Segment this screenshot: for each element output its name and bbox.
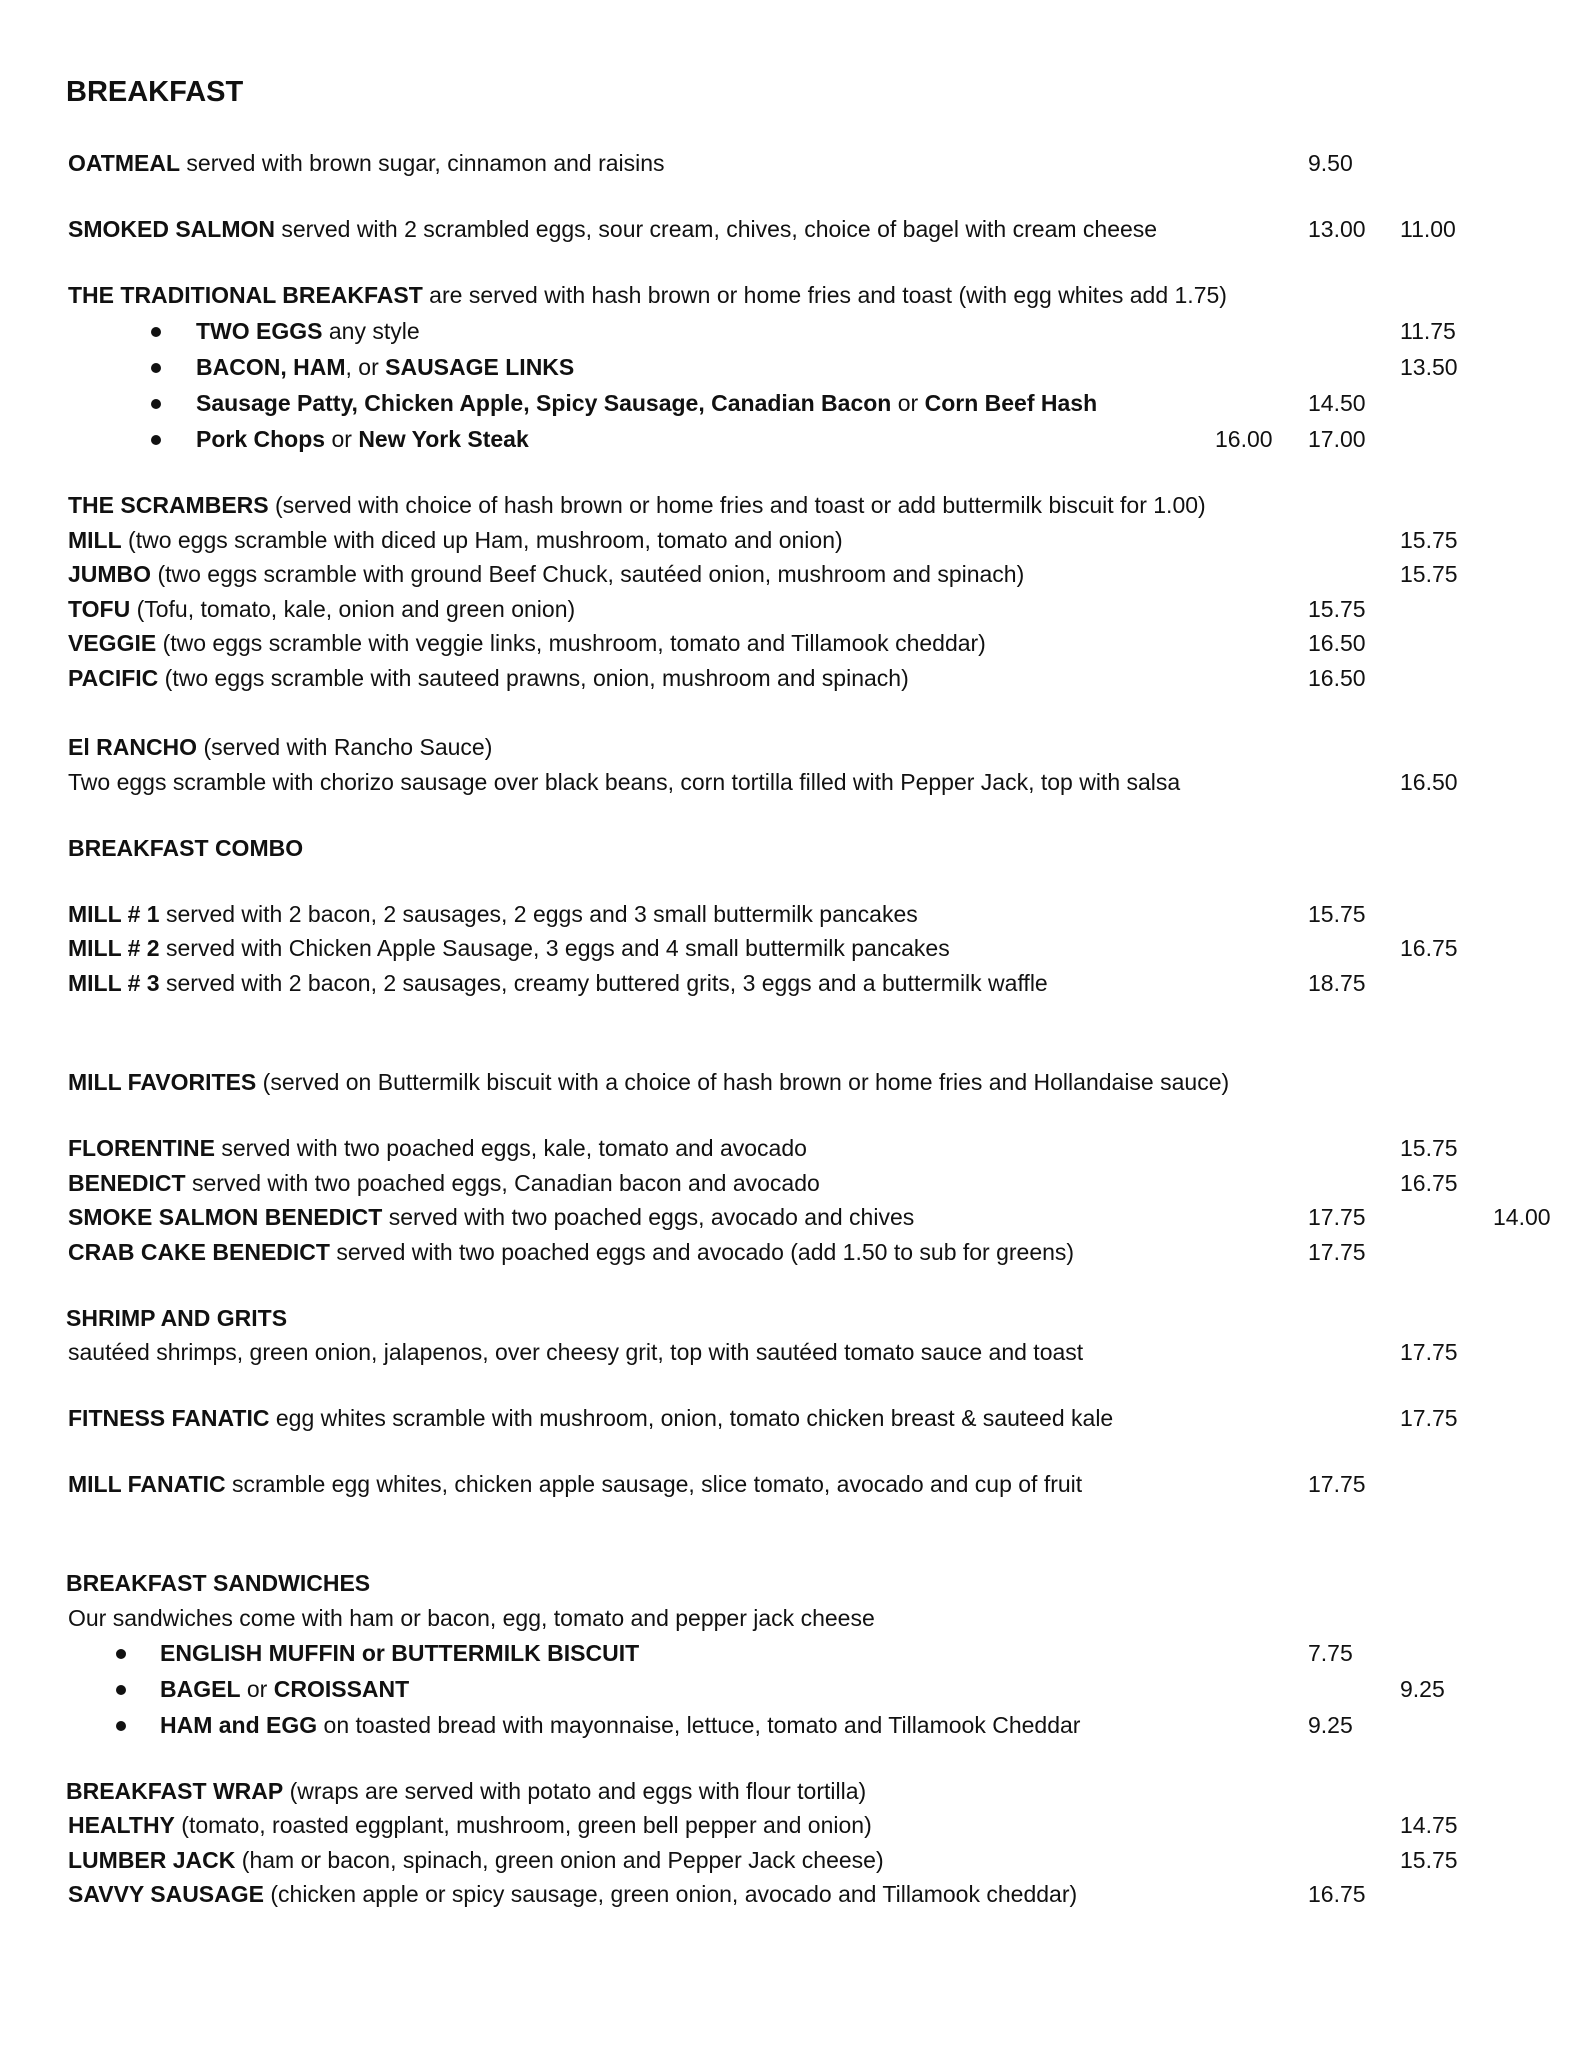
item-desc: served with 2 bacon, 2 sausages, 2 eggs and 3 small buttermilk pancakes: [159, 901, 918, 927]
section-name: BREAKFAST SANDWICHES: [66, 1570, 371, 1596]
item-desc: Two eggs scramble with chorizo sausage over black beans, corn tortilla filled with Pepper Jack, top with salsa: [68, 769, 1181, 795]
menu-item: [68, 595, 575, 623]
item-name: SAUSAGE LINKS: [385, 354, 575, 380]
item-name: HEALTHY: [68, 1812, 175, 1838]
item-name: SMOKED SALMON: [68, 216, 275, 242]
menu-item: [68, 934, 950, 962]
item-name: Sausage Patty, Chicken Apple, Spicy Sausage, Canadian Bacon: [196, 390, 892, 416]
menu-item-oatmeal: [68, 149, 665, 177]
section-name: BREAKFAST COMBO: [68, 835, 304, 861]
item-desc: served with two poached eggs and avocado (add 1.50 to sub for greens): [329, 1239, 1075, 1265]
item-name: JUMBO: [68, 561, 152, 587]
item-name: HAM and EGG: [160, 1712, 318, 1738]
item-desc: or: [240, 1676, 274, 1702]
price: 15.75: [1308, 596, 1366, 622]
section-desc: (wraps are served with potato and eggs with flour tortilla): [283, 1778, 867, 1804]
item-desc: served with two poached eggs, avocado and chives: [382, 1204, 915, 1230]
menu-item: [68, 1169, 820, 1197]
item-name: BENEDICT: [68, 1170, 186, 1196]
list-item: [196, 389, 1097, 417]
menu-item: [68, 526, 843, 554]
bullet-icon: [116, 1649, 126, 1659]
section-desc: Our sandwiches come with ham or bacon, egg, tomato and pepper jack cheese: [68, 1605, 875, 1631]
price: 9.50: [1308, 150, 1353, 176]
price: 14.50: [1308, 390, 1366, 416]
menu-item: [68, 1811, 872, 1839]
price: 17.75: [1308, 1204, 1366, 1230]
item-note: (served with Rancho Sauce): [197, 734, 493, 760]
item-desc: sautéed shrimps, green onion, jalapenos, over cheesy grit, top with sautéed tomato sauce and toast: [68, 1339, 1084, 1365]
price: 16.50: [1400, 769, 1458, 795]
item-name: SMOKE SALMON BENEDICT: [68, 1204, 383, 1230]
item-name: BAGEL: [160, 1676, 241, 1702]
price: 16.75: [1400, 1170, 1458, 1196]
section-desc: (served on Buttermilk biscuit with a choice of hash brown or home fries and Hollandaise sauce): [256, 1069, 1230, 1095]
item-desc: on toasted bread with mayonnaise, lettuce, tomato and Tillamook Cheddar: [317, 1712, 1081, 1738]
section-scrambers: [68, 491, 1206, 519]
item-desc: served with Chicken Apple Sausage, 3 eggs and 4 small buttermilk pancakes: [159, 935, 950, 961]
price: 15.75: [1400, 561, 1458, 587]
item-desc: or: [325, 426, 359, 452]
item-name: ENGLISH MUFFIN or BUTTERMILK BISCUIT: [160, 1640, 640, 1666]
section-name: THE TRADITIONAL BREAKFAST: [68, 282, 423, 308]
item-name: MILL # 1: [68, 901, 160, 927]
page-title: BREAKFAST: [66, 76, 244, 108]
item-name: FLORENTINE: [68, 1135, 215, 1161]
price: 14.00: [1493, 1204, 1551, 1230]
list-item: [160, 1639, 639, 1667]
item-name: SHRIMP AND GRITS: [66, 1305, 288, 1331]
price: 15.75: [1400, 1847, 1458, 1873]
item-name: TOFU: [68, 596, 131, 622]
price: 17.00: [1308, 426, 1366, 452]
list-item: [196, 317, 420, 345]
menu-item: [68, 1238, 1074, 1266]
section-name: MILL FAVORITES: [68, 1069, 257, 1095]
list-item: [160, 1675, 409, 1703]
menu-item-el-rancho: [68, 733, 492, 761]
item-name: TWO EGGS: [196, 318, 323, 344]
item-name: New York Steak: [358, 426, 529, 452]
price: 15.75: [1400, 527, 1458, 553]
bullet-icon: [151, 399, 161, 409]
item-name: El RANCHO: [68, 734, 198, 760]
item-name: FITNESS FANATIC: [68, 1405, 270, 1431]
item-name: OATMEAL: [68, 150, 181, 176]
section-breakfast-wrap: [66, 1777, 866, 1805]
price: 17.75: [1308, 1239, 1366, 1265]
item-name: MILL FANATIC: [68, 1471, 226, 1497]
item-name: CROISSANT: [273, 1676, 410, 1702]
price: 11.75: [1400, 318, 1456, 344]
item-desc: served with two poached eggs, kale, tomato and avocado: [214, 1135, 807, 1161]
price: 9.25: [1308, 1712, 1353, 1738]
item-desc: served with two poached eggs, Canadian bacon and avocado: [185, 1170, 820, 1196]
item-desc: , or: [345, 354, 386, 380]
section-name: THE SCRAMBERS: [68, 492, 269, 518]
item-name: MILL # 2: [68, 935, 160, 961]
bullet-icon: [116, 1721, 126, 1731]
item-desc: (two eggs scramble with ground Beef Chuck, sautéed onion, mushroom and spinach): [151, 561, 1025, 587]
menu-item-mill-fanatic: [68, 1470, 1082, 1498]
price: 17.75: [1400, 1405, 1458, 1431]
menu-item-smoked-salmon: [68, 215, 1157, 243]
item-name: SAVVY SAUSAGE: [68, 1881, 264, 1907]
price: 15.75: [1308, 901, 1366, 927]
menu-item: [68, 629, 986, 657]
bullet-icon: [116, 1685, 126, 1695]
price: 7.75: [1308, 1640, 1353, 1666]
item-desc: served with 2 scrambled eggs, sour cream, chives, choice of bagel with cream cheese: [275, 216, 1158, 242]
menu-item: [68, 664, 909, 692]
price: 14.75: [1400, 1812, 1458, 1838]
price: 15.75: [1400, 1135, 1458, 1161]
section-traditional-breakfast: [68, 281, 1227, 309]
item-desc: or: [891, 390, 925, 416]
menu-item: [68, 1134, 807, 1162]
bullet-icon: [151, 363, 161, 373]
item-name: MILL # 3: [68, 970, 160, 996]
price: 16.00: [1215, 426, 1273, 452]
section-desc: are served with hash brown or home fries and toast (with egg whites add 1.75): [422, 282, 1227, 308]
price: 16.50: [1308, 665, 1366, 691]
section-breakfast-combo: [68, 834, 303, 862]
menu-item-shrimp-and-grits: [66, 1304, 287, 1332]
price: 17.75: [1308, 1471, 1366, 1497]
item-desc: served with 2 bacon, 2 sausages, creamy buttered grits, 3 eggs and a buttermilk waffle: [159, 970, 1048, 996]
item-name: PACIFIC: [68, 665, 159, 691]
bullet-icon: [151, 327, 161, 337]
item-desc: (two eggs scramble with sauteed prawns, onion, mushroom and spinach): [158, 665, 909, 691]
item-name: CRAB CAKE BENEDICT: [68, 1239, 330, 1265]
price: 9.25: [1400, 1676, 1445, 1702]
price: 16.75: [1400, 935, 1458, 961]
item-desc: any style: [322, 318, 420, 344]
menu-item: [68, 969, 1048, 997]
section-breakfast-sandwiches: [66, 1569, 370, 1597]
menu-item: [68, 900, 918, 928]
item-desc: egg whites scramble with mushroom, onion, tomato chicken breast & sauteed kale: [269, 1405, 1114, 1431]
price: 13.50: [1400, 354, 1458, 380]
item-name: Corn Beef Hash: [924, 390, 1098, 416]
item-desc: served with brown sugar, cinnamon and raisins: [180, 150, 665, 176]
menu-item-fitness-fanatic: [68, 1404, 1113, 1432]
item-name: Pork Chops: [196, 426, 326, 452]
item-name: MILL: [68, 527, 122, 553]
list-item: [196, 353, 574, 381]
item-name: VEGGIE: [68, 630, 157, 656]
menu-item: [68, 1203, 914, 1231]
menu-item: [68, 1846, 884, 1874]
list-item: [196, 425, 529, 453]
list-item: [160, 1711, 1080, 1739]
bullet-icon: [151, 435, 161, 445]
section-mill-favorites: [68, 1068, 1229, 1096]
item-name: LUMBER JACK: [68, 1847, 236, 1873]
menu-item: [68, 560, 1024, 588]
item-desc: scramble egg whites, chicken apple sausage, slice tomato, avocado and cup of fruit: [225, 1471, 1083, 1497]
price: 18.75: [1308, 970, 1366, 996]
item-desc: (tomato, roasted eggplant, mushroom, green bell pepper and onion): [174, 1812, 872, 1838]
item-desc: (chicken apple or spicy sausage, green onion, avocado and Tillamook cheddar): [263, 1881, 1078, 1907]
item-name: BACON, HAM: [196, 354, 346, 380]
item-desc: (Tofu, tomato, kale, onion and green onion): [130, 596, 576, 622]
price: 16.50: [1308, 630, 1366, 656]
section-name: BREAKFAST WRAP: [66, 1778, 284, 1804]
item-desc: (ham or bacon, spinach, green onion and Pepper Jack cheese): [235, 1847, 884, 1873]
item-desc: (two eggs scramble with diced up Ham, mushroom, tomato and onion): [121, 527, 843, 553]
price: 16.75: [1308, 1881, 1366, 1907]
price: 17.75: [1400, 1339, 1458, 1365]
section-desc: (served with choice of hash brown or home fries and toast or add buttermilk biscuit for 1.00): [268, 492, 1206, 518]
price: 13.00: [1308, 216, 1366, 242]
menu-item: [68, 1880, 1077, 1908]
price: 11.00: [1400, 216, 1456, 242]
item-desc: (two eggs scramble with veggie links, mushroom, tomato and Tillamook cheddar): [156, 630, 986, 656]
